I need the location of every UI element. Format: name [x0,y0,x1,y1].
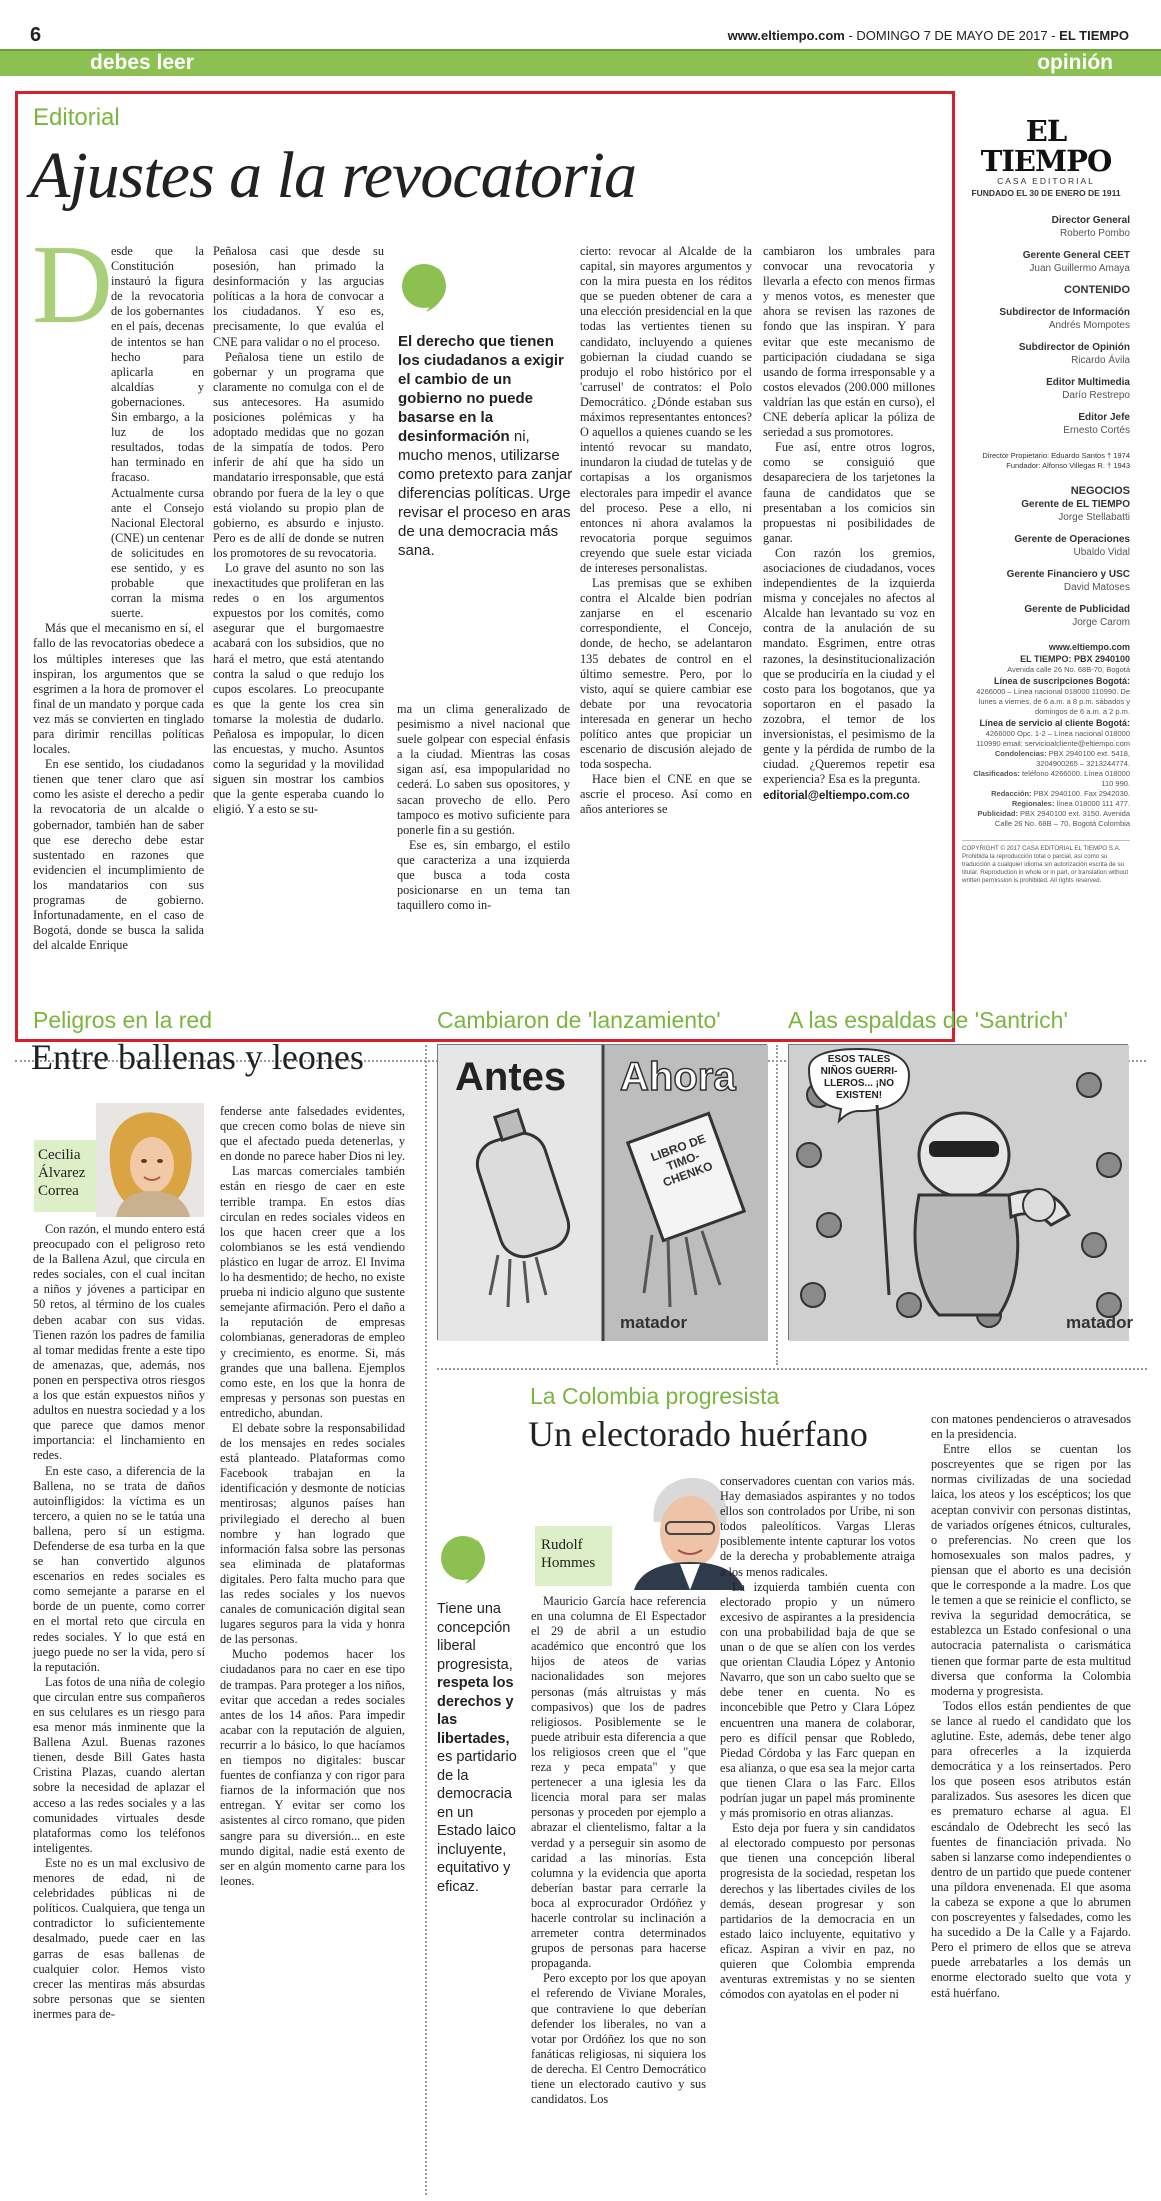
masthead-founded: FUNDADO EL 30 DE ENERO DE 1911 [971,188,1121,198]
masthead-contact-label: EL TIEMPO: PBX 2940100 [1020,654,1130,664]
column2-paragraph: conservadores cuentan con varios más. Hay demasiados aspirantes y no todos ellos son controlados por Uribe, ni son todos paleolíticos. Vargas Lleras posiblemente intente capturar los votos de la derecha y probablemente atraiga a los menos radicales. [720,1474,915,1579]
cartoon1-book-title: LIBRO DE TIMO- CHENKO [648,1131,715,1190]
editorial-paragraph: Peñalosa tiene un estilo de gobernar y un programa que claramente no comulga con el de sus antecesores. Ha asumido posiciones polémicas y ha adoptado medidas que no gozan de la simpatía de todos. Pero inferir de ahí que ha sido un mandatario irresponsable, que está obrando por fuera de la ley o que está violando su propio plan de gobierno, es absurdo e injusto. Pero es de allí de donde se nutren los promotores de su revocatoria. [213,349,384,560]
masthead-logo: EL TIEMPO [980,114,1112,178]
column1-paragraph: En este caso, a diferencia de la Ballena, no se trata de daños autoinfligidos: la víctima es un tercero, a quien no se le tatúa una ballena, pero sí un estigma. Defenderse de esa turba en la que se han convertido algunos escenarios en redes sociales es como semejante a pararse en el borde de un puente, como correr en el mortal reto que circula en redes sociales. Y lo que está en juego puede no ser la vida, pero sí la reputación. [33,1463,205,1674]
masthead-copyright: COPYRIGHT © 2017 CASA EDITORIAL EL TIEMPO S.A. Prohibida la reproducción total o parcial, así como su traducción a cualquier idioma sin autorización escrita de su titular. Reproduction in whole or in part, or translation without written permission is prohibited. All rights reserved. [962,845,1129,884]
author-first: Rudolf [541,1537,583,1553]
masthead-contact-label: Publicidad: [977,809,1018,818]
author-middle: Álvarez [38,1165,86,1181]
cartoon1-antes: Antes [455,1055,567,1099]
cartoon1-ahora: Ahora [620,1055,736,1099]
column1-title: Entre ballenas y leones [31,1037,364,1077]
editorial-col-5 [763,244,935,804]
section-tab-left: debes leer [90,51,194,74]
column1-author-photo [96,1103,204,1217]
editorial-paragraph: Hace bien el CNE en que se ascrie el proceso. Así como en años anteriores se [580,772,752,817]
cartoon2-bubble: ESOS TALES NIÑOS GUERRI- LLEROS... ¡NO EXISTEN! [820,1054,898,1101]
editorial-paragraph: Lo grave del asunto no son las inexactitudes que proliferan en las redes o en los argumentos expuestos por los comités, como asegurar que el burgomaestre acabará con los subsidios, que no hará el metro, que está atentando contra la salud o que redujo los cupos escolares. Lo preocupante es que la gente los crea sin tomarse la molestia de dudarlo. Peñalosa es impopular, lo dicen las encuestas, y mucho. Asuntos como la seguridad y la movilidad siguen sin mostrar los cambios que la gente esperaba cuando lo eligió. Y a esto se su- [213,560,384,817]
cartoon1-kicker: Cambiaron de 'lanzamiento' [437,1007,721,1033]
masthead-name: Ricardo Ávila [1071,355,1130,366]
column2-kicker: La Colombia progresista [530,1383,780,1409]
paper-name: EL TIEMPO [1059,28,1129,43]
masthead-founder: Fundador: Alfonso Villegas R. † 1943 [1006,461,1130,470]
masthead-contact-line [962,749,1130,769]
column2-paragraph: Entre ellos se cuentan los poscreyentes que se rigen por las normas civilizadas de una sociedad laica, los ateos y los escépticos; los que aceptan convivir con personas distintas, de variados orígenes étnicos, culturales, o preferencias. No creen que los homosexuales son malos padres, y piensan que el aborto es una decisión que le corresponde a la madre. Los que le temen a que se reinicie el conflicto, se reviva la seguridad democrática, se establezca un Estado confesional o una autocracia paternalista o carismática tienen que formar parte de esta multitud diversa que conforma la Colombia moderna y progresista. [931,1442,1131,1698]
masthead-contact-line [962,769,1130,789]
editorial-paragraph: Ese es, sin embargo, el estilo que caracteriza a una izquierda que busca a toda costa posicionarse en un tema tan taquillero como in- [397,837,570,913]
column2-paragraph: Todos ellos están pendientes de que se lance al ruedo el candidato que los aglutine. Este, además, debe tener algo para ofrecerles a la izquierda democrática y a los reinsertados. Pero los que poseen esos atributos están paralizados. Sus asesores les dicen que es prematuro echarse al agua. El escándalo de Odebrecht les secó las fuentes de financiación privada. No saben si lanzarse como independientes o dentro de un partido que puede contener una píldora envenenada. El que asoma la cabeza se expone a que lo abrumen con poscreyentes y falsedades, como les ha sucedido a De la Calle y a Fajardo. Pero el primero de ellos que se atreva puede arrebatarles a los demás un enorme electorado suelto que vota y está huérfano. [931,1698,1131,2000]
masthead-name: Ubaldo Vidal [1073,547,1130,558]
column2-paragraph: Esto deja por fuera y sin candidatos al electorado compuesto por personas que tienen una concepción liberal progresista de la sociedad, respetan los derechos y las libertades civiles de los demás, desean progresar y son partidarios de la democracia en un estado laico incluyente, equitativo y eficaz. Aspiran a vivir en paz, no quieren que Colombia emprenda aventuras extremistas y no se sienten cómodos con ayatolas en el poder ni [720,1821,915,2002]
masthead [962,116,1130,885]
masthead-role: Subdirector de Opinión [1018,342,1130,353]
masthead-contact-text: PBX 2940100 ext. 3150. Avenida Calle 26 No. 68B – 70, Bogotá Colombia [994,809,1130,828]
masthead-section: CONTENIDO [1064,284,1130,296]
column2-paragraph: con matones pendencieros o atravesados en la presidencia. [931,1412,1131,1442]
column2-col-c [931,1412,1131,2001]
masthead-contact-text: PBX 2940100. Fax 2942030. [1033,789,1130,798]
masthead-owner: Director Propietario: Eduardo Santos † 1974 [982,451,1130,460]
column2-paragraph: Mauricio García hace referencia en una columna de El Espectador el 29 de abril a un estudio académico que encontró que los hijos de ateos de varias nacionalidades son mejores personas (más altruistas y más compasivos) que los de padres religiosos. Posiblemente se le puede atribuir esta diferencia a que los religiosos creen que el "que reza y peca empata" y que pertenecer a una iglesia les da licencia moral para ser malas personas y proceden por ejemplo a abrazar el clientelismo, faltar a la verdad y a perseguir sin asomo de caridad a las minorías. Esta columna y la evidencia que aporta deberían bastar para cerrarle la boca al exprocurador Ordóñez y hacerle controlar su inclinación a arremeter contra determinados grupos de personas para hacerse propaganda. [531,1594,706,1971]
column2-col-b [720,1474,915,2002]
column1-paragraph: Con razón, el mundo entero está preocupado con el peligroso reto de la Ballena Azul, que circula en redes sociales, con el cual incitan a niños y jóvenes a participar en 50 retos, al término de los cuales deben acabar con sus vidas. Tienen razón los padres de familia al tomar medidas frente a este tipo de amenazas, que, además, nos ponen en perspectiva otros riesgos a los que están expuestos niños y adultos en nuestra sociedad y a los que parece que damos menor importancia: el linchamiento en redes. [33,1222,205,1463]
editorial-paragraph: Peñalosa casi que desde su posesión, han primado la desinformación y las argucias políticas a la hora de convocar a los ciudadanos. Y eso es, precisamente, lo que evalúa el CNE para validar o no el proceso. [213,244,384,349]
editorial-paragraph: Las premisas que se exhiben contra el Alcalde bien podrían zanjarse en el escenario correspondiente, el Concejo, donde, de hecho, se adelantaron 135 debates de control en el último semestre. Pero, por lo visto, aquí se quiere cambiar ese debate por una revocatoria interesada en generar un hecho político antes que propiciar un escenario de discusión alejado de toda sospecha. [580,576,752,772]
masthead-contact-text: teléfono 4266000. Línea 018000 110 990. [1021,769,1130,788]
editorial-paragraph: Con razón los gremios, asociaciones de ciudadanos, voces independientes de la izquierda misma y concejales no afectos al Alcalde han levantado su voz en contra de la anulación de su mandato. Esgrimen, entre otras razones, la desinstitucionalización que se produciría en la ciudad y el costo para los bogotanos, que ya soportaron en el pasado la zozobra, el temor de los inversionistas, el pesimismo de la gente y la pérdida de rumbo de la ciudad. ¿Queremos repetir esa experiencia? Esa es la pregunta. [763,545,935,787]
masthead-contact-text: línea 018000 111 477. [1056,799,1130,808]
section-divider [437,1368,1147,1370]
masthead-name: Juan Guillermo Amaya [1029,263,1130,274]
masthead-role: Gerente de Publicidad [1024,604,1130,615]
section-tab-right: opinión [1037,51,1113,74]
masthead-role: Gerente General CEET [1022,250,1130,261]
column2-col-a [531,1594,706,2107]
editorial-quote-icon [398,248,453,318]
masthead-contact-label: Redacción: [991,789,1032,798]
masthead-role: Subdirector de Información [999,307,1130,318]
issue-date: DOMINGO 7 DE MAYO DE 2017 [856,28,1048,43]
column-divider [425,1045,427,2195]
masthead-contact-label: Línea de suscripciones Bogotá: [993,676,1130,686]
masthead-contact-text: Avenida calle 26 No. 68B-70, Bogotá [1007,665,1130,674]
column1-paragraph: El debate sobre la responsabilidad de los mensajes en redes sociales está planteado. Plataformas como Facebook trabajan en la identificación y desmonte de noticias mentirosas; algunos países han privilegiado el derecho al buen nombre y han logrado que información falsa sobre las personas sea eliminada de plataformas digitales. Pero falta mucho para que las redes sociales y los nuevos canales de comunicación digital sean lugares seguros para la vida y honra de las personas. [220,1420,405,1647]
column1-kicker: Peligros en la red [33,1007,212,1033]
column2-quote-icon [437,1520,492,1590]
column2-pullquote [437,1600,522,1896]
cartoon2-kicker: A las espaldas de 'Santrich' [788,1007,1068,1033]
masthead-name: Roberto Pombo [1059,228,1130,239]
masthead-contact-label: Clasificados: [973,769,1020,778]
editorial-title: Ajustes a la revocatoria [30,139,636,212]
page-number: 6 [30,24,42,46]
editorial-kicker: Editorial [33,104,120,131]
pullquote-text: Tiene una concepción liberal progresista, [437,1601,513,1673]
editorial-col-3 [397,702,570,913]
editorial-paragraph: Más que el mecanismo en sí, el fallo de las revocatorias obedece a los múltiples intereses que las inspiran, los argumentos que se esgrimen a la hora de promover el final de un mandato y porque cada vez más se convierten en tinglado para dirimir rencillas políticas locales. [33,621,204,757]
author-first: Cecilia [38,1147,81,1163]
masthead-casa: CASA EDITORIAL [997,176,1095,186]
masthead-name: Ernesto Cortés [1063,425,1130,436]
column2-title: Un electorado huérfano [528,1414,868,1454]
editorial-dropcap: D [32,223,113,347]
masthead-name: David Matoses [1063,582,1130,593]
masthead-name: Andrés Mompotes [1048,320,1130,331]
masthead-website[interactable]: www.eltiempo.com [1048,642,1130,652]
cartoon1-signature: matador [620,1313,688,1332]
masthead-contact-line [962,809,1130,829]
masthead-section: NEGOCIOS [1070,485,1130,497]
masthead-role: Gerente Financiero y USC [1006,569,1130,580]
editorial-paragraph: cierto: revocar al Alcalde de la capital, sin mayores argumentos y con la mira puesta en los réditos que se pueden obtener de cara a una elección presidencial en la que todas las vertientes tienen su candidato, incluyendo a quienes gobiernan la ciudad cuando se produjo el robo histórico por el 'carrusel' de contratos: el Polo Democrático. ¿Dónde estaban sus máximos representantes entonces? O aquellos a quienes cuando se les intentó revocar su mandato, inundaron la ciudad de tutelas y de cortapisas a los organismos electorales para impedir el avance del proceso. Pese a ello, ni entonces ni ahora avalamos la revocatoria porque seguimos creyendo que suele estar viciada de intereses personalistas. [580,244,752,575]
author-last: Hommes [541,1555,596,1571]
column-divider [776,1045,778,1365]
column1-paragraph: Mucho podemos hacer los ciudadanos para no caer en ese tipo de trampas. Para proteger a los niños, evitar que accedan a redes sociales antes de los 14 años. Para impedir acabar con la reputación de alguien, recurrir a lo básico, lo que hacíamos en tiempos no digitales: buscar fuentes de confianza y con rigor para fiarnos de la información que nos entregan. Y evitar ser como los asistentes al circo romano, que piden sangre para su diversión... en este mundo digital, nadie está exento de ser en algún momento carne para los leones. [220,1647,405,1888]
author-last: Correa [38,1183,79,1199]
pullquote-rest: ni, mucho menos, utilizarse como pretexto para zanjar diferencias políticas. Urge revisar el proceso en aras de una democracia más sana. [398,428,573,559]
masthead-role: Gerente de Operaciones [1014,534,1130,545]
editorial-paragraph: En ese sentido, los ciudadanos tienen que tener claro que así como les asiste el derecho a pedir la revocatoria de un alcalde o gobernador, también han de saber que ese derecho debe estar sustentado en razones que evidencien el incumplimiento de los mandatarios con sus programas de gobierno. Infortunadamente, en el caso de Bogotá, donde se busca la salida del alcalde Enrique [33,757,204,953]
masthead-contact-label: Condolencias: [994,749,1047,758]
header-meta: www.eltiempo.com - DOMINGO 7 DE MAYO DE 2017 - EL TIEMPO [727,28,1129,43]
editorial-col-1 [33,244,204,953]
masthead-contact-line [962,799,1130,809]
masthead-contact-text: PBX 2940100 ext. 5418, 3204900265 – 3213244774. [1036,749,1130,768]
pullquote-text: es partidario de la democracia en un Estado laico incluyente, equitativo y eficaz. [437,1749,517,1895]
column1-col-a [33,1222,205,2022]
site-url: www.eltiempo.com [727,28,845,43]
masthead-name: Jorge Stellabatti [1058,512,1130,523]
masthead-role: Director General [1051,215,1130,226]
column1-paragraph: Este no es un mal exclusivo de menores de edad, ni de celebridades públicas ni de políticos. Cualquiera, que tenga un contradictor lo suficientemente desalmado, puede caer en las garras de esas ballenas de cualquier color. Hemos visto crecer las mentiras más absurdas sobre personas que se sienten inermes para de- [33,1855,205,2021]
editorial-email[interactable]: editorial@eltiempo.com.co [763,790,910,803]
editorial-paragraph: esde que la Constitución instauró la figura de la revocatoria de los gobernantes en el país, decenas de intentos se han hecho para aplicarla en alcaldías y gobernaciones. Sin embargo, a la luz de los resultados, todas han terminado en fracaso. Actualmente cursa ante el Consejo Nacional Electoral (CNE) un centenar de solicitudes en ese sentido, y es probable que corran la misma suerte. [111,244,204,621]
editorial-col-2 [213,244,384,818]
masthead-contact-line [962,789,1130,799]
masthead-role: Editor Jefe [1078,412,1130,423]
masthead-contact-label: Regionales: [1011,799,1055,808]
editorial-paragraph: Fue así, entre otros logros, como se consiguió que desapareciera de los tarjetones la fauna de candidatos que se presentaban a los comicios sin propuestas ni posibilidades de ganar. [763,440,935,545]
column1-paragraph: Las marcas comerciales también están en riesgo de caer en este terrible trampa. En estos días circulan en redes sociales videos en los que hacen creer que a los colombianos se les está vendiendo plástico en lugar de arroz. El Invima lo ha desmentido; de hecho, no existe prueba ni indicio alguno que sustente semejante afirmación. Pero el daño a la reputación de empresas colombianas, generadoras de empleo y crecimiento, es enorme. Si, más grandes que una ballena. Ejemplos como este, en los que la honra de empresas y personas son puestas en entredicho, abundan. [220,1164,405,1420]
column2-paragraph: La izquierda también cuenta con electorado propio y un número excesivo de aspirantes a la presidencia con una probabilidad baja de que se unan o de que se alíen con los verdes que orientan Claudia López y Antonio Navarro, que son un cabo suelto que se debe tener en cuenta. No es inconcebible que Petro y Clara López encuentren una manera de colaborar, pero es difícil pensar que Robledo, Piedad Córdoba y las Farc quepan en esa alianza, o que esa sea la mejor carta que tienen Clara o las Farc. Ellos podrían jugar un papel más prominente y más promisorio en otras alianzas. [720,1579,915,1821]
column1-paragraph: fenderse ante falsedades evidentes, que crecen como bolas de nieve sin que el afectado pueda detenerlas, y en donde no parece haber Dios ni ley. [220,1104,405,1164]
masthead-name: Darío Restrepo [1062,390,1130,401]
editorial-pullquote [398,332,573,560]
masthead-role: Editor Multimedia [1046,377,1130,388]
pullquote-bold: respeta los derechos y las libertades, [437,1675,514,1747]
masthead-role: Gerente de EL TIEMPO [1021,499,1130,510]
cartoon2-signature: matador [1066,1313,1134,1332]
masthead-contact-text: 4266000 Opc. 1-2 – Línea nacional 018000 110990 email: servicioalcliente@eltiempo.com [976,729,1130,748]
column1-col-b [220,1104,405,1889]
column2-author [541,1536,595,1572]
masthead-contact-label: Línea de servicio al cliente Bogotá: [979,718,1130,728]
masthead-name: Jorge Carom [1072,617,1130,628]
masthead-contact-text: 4266000 – Línea nacional 018000 110990. De lunes a viernes, de 6 a.m. a 8 p.m. sábados y domingos de 6 a.m. a 2 p.m. [976,687,1130,716]
column1-paragraph: Las fotos de una niña de colegio que circulan entre sus compañeros en sus celulares es un riesgo para esa menor más inminente que la Ballena Azul. Buenas razones tienen, desde Bill Gates hasta Cristina Plazas, cuando alertan sobre la necesidad de aplazar el acceso a las redes sociales y a las comunidades virtuales desde plataformas como los teléfonos inteligentes. [33,1674,205,1855]
pullquote-bold: El derecho que tienen los ciudadanos a exigir el cambio de un gobierno no puede basarse en la desinformación [398,333,564,445]
column2-paragraph: Pero excepto por los que apoyan el referendo de Viviane Morales, que contraviene lo que deberían defender los liberales, no van a votar por Ordóñez los que no son fanáticas religiosas, ni siquiera los de derecha. El Centro Democrático tiene un electorado cautivo y sus candidatos. Los [531,1971,706,2107]
editorial-col-4 [580,244,752,818]
editorial-paragraph: cambiaron los umbrales para convocar una revocatoria y llevarla a efecto con menos firmas y menos votos, es menester que ahora se revisen las razones de fondo que las inspiran. Y para evitar que este mecanismo de participación ciudadana se siga usando de forma irresponsable y a costos elevados (200.000 millones valdrían las que están en curso), el CNE debería aplicar la póliza de seriedad a sus promotores. [763,244,935,440]
column1-author [38,1146,85,1200]
editorial-paragraph: ma un clima generalizado de pesimismo a nivel nacional que suele golpear con especial énfasis a la ciudad. Mientras las cosas sigan así, esa impopularidad no cederá. Lo saben sus opositores, y sacan provecho de ello. Pero tampoco es motivo suficiente para ponerle fin a su gestión. [397,702,570,837]
